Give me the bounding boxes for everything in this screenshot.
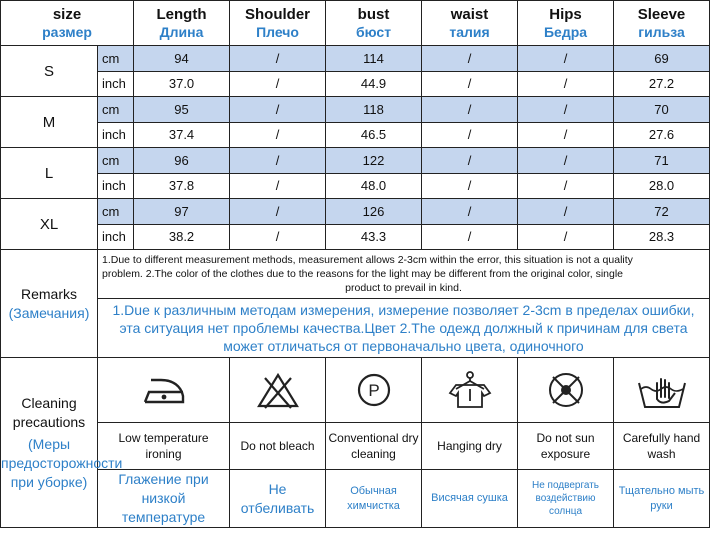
shoulder-value: / — [230, 97, 326, 123]
care-label-en: Carefully hand wash — [614, 423, 710, 470]
waist-value: / — [422, 97, 518, 123]
remarks-label — [1, 250, 98, 358]
hang-dry-icon-cell — [422, 358, 518, 423]
hips-value: / — [518, 46, 614, 72]
table-row — [1, 199, 710, 225]
hips-value: / — [518, 122, 614, 148]
header-length-ru: Длина — [159, 23, 204, 40]
hips-value: / — [518, 224, 614, 250]
header-hips — [518, 1, 614, 46]
length-value: 37.8 — [134, 173, 230, 199]
care-label-ru: Обычная химчистка — [326, 470, 422, 528]
hand-wash-icon-cell — [614, 358, 710, 423]
header-sleeve-en: Sleeve — [637, 5, 686, 23]
cleaning-ru-row — [1, 470, 710, 528]
header-sleeve — [614, 1, 710, 46]
header-row — [1, 1, 710, 46]
waist-value: / — [422, 173, 518, 199]
length-value: 37.4 — [134, 122, 230, 148]
remarks-text-en — [98, 250, 710, 299]
sleeve-value: 28.3 — [614, 224, 710, 250]
waist-value: / — [422, 224, 518, 250]
header-waist-en: waist — [450, 5, 489, 23]
remarks-row-ru — [1, 299, 710, 358]
remarks-label-en: Remarks — [20, 285, 77, 302]
hand-wash-icon — [635, 369, 689, 411]
no-bleach-icon-cell — [230, 358, 326, 423]
remarks-row-en — [1, 250, 710, 299]
table-row — [1, 224, 710, 250]
iron-icon-cell — [98, 358, 230, 423]
remarks-text-ru: 1.Due к различным методам измерения, измерение позволяет 2-3cm в пределах ошибки, эта ситуация нет проблемы качества.Цвет 2.The одежд должный к причинам для света может отличаться от первоначально цвета, одиночного — [98, 299, 710, 358]
sleeve-value: 27.2 — [614, 71, 710, 97]
header-size-ru: размер — [42, 23, 92, 40]
header-bust-en: bust — [357, 5, 390, 23]
care-label-ru: Тщательно мыть руки — [614, 470, 710, 528]
dry-clean-icon-cell — [326, 358, 422, 423]
size-label-m: M — [1, 97, 98, 148]
header-bust-ru: бюст — [355, 23, 392, 40]
care-label-ru: Не отбеливать — [230, 470, 326, 528]
header-size — [1, 1, 134, 46]
header-size-en: size — [52, 5, 82, 23]
shoulder-value: / — [230, 122, 326, 148]
header-bust — [326, 1, 422, 46]
bust-value: 44.9 — [326, 71, 422, 97]
table-row — [1, 97, 710, 123]
dry-clean-letter: P — [367, 381, 380, 400]
size-label-l: L — [1, 148, 98, 199]
cleaning-label-en-1: Cleaning — [21, 394, 77, 411]
hips-value: / — [518, 97, 614, 123]
bust-value: 46.5 — [326, 122, 422, 148]
table-row — [1, 71, 710, 97]
table-row — [1, 173, 710, 199]
care-label-en: Do not bleach — [230, 423, 326, 470]
hips-value: / — [518, 148, 614, 174]
bust-value: 126 — [326, 199, 422, 225]
unit-cell: inch — [98, 122, 134, 148]
header-shoulder — [230, 1, 326, 46]
unit-cell: cm — [98, 148, 134, 174]
length-value: 95 — [134, 97, 230, 123]
shoulder-value: / — [230, 173, 326, 199]
no-sun-icon — [544, 369, 588, 411]
header-length-en: Length — [156, 5, 207, 23]
header-hips-ru: Бедра — [543, 23, 588, 40]
waist-value: / — [422, 122, 518, 148]
hips-value: / — [518, 173, 614, 199]
shoulder-value: / — [230, 224, 326, 250]
unit-cell: cm — [98, 97, 134, 123]
length-value: 37.0 — [134, 71, 230, 97]
bust-value: 118 — [326, 97, 422, 123]
header-shoulder-en: Shoulder — [245, 5, 311, 23]
cleaning-label-ru-3: при уборке) — [10, 473, 88, 490]
hips-value: / — [518, 199, 614, 225]
shoulder-value: / — [230, 148, 326, 174]
unit-cell: inch — [98, 71, 134, 97]
cleaning-label — [1, 358, 123, 528]
dry-clean-icon — [352, 370, 396, 410]
remarks-label-ru: (Замечания) — [8, 304, 90, 321]
bust-value: 43.3 — [326, 224, 422, 250]
waist-value: / — [422, 71, 518, 97]
shoulder-value: / — [230, 199, 326, 225]
waist-value: / — [422, 199, 518, 225]
no-sun-icon-cell — [518, 358, 614, 423]
cleaning-label-ru-2: предосторожности — [1, 454, 123, 471]
sleeve-value: 28.0 — [614, 173, 710, 199]
shoulder-value: / — [230, 46, 326, 72]
no-bleach-icon — [254, 370, 302, 410]
header-waist — [422, 1, 518, 46]
sleeve-value: 72 — [614, 199, 710, 225]
remarks-en-line2: problem. 2.The color of the clothes due to the reasons for the light may be different from the original color, single — [102, 268, 624, 280]
care-label-en: Low temperature ironing — [98, 423, 230, 470]
header-waist-ru: талия — [449, 23, 490, 40]
remarks-en-line3: product to prevail in kind. — [345, 282, 462, 294]
length-value: 96 — [134, 148, 230, 174]
waist-value: / — [422, 46, 518, 72]
header-length — [134, 1, 230, 46]
unit-cell: inch — [98, 224, 134, 250]
sleeve-value: 27.6 — [614, 122, 710, 148]
care-label-ru: Глажение при низкой температуре — [98, 470, 230, 528]
iron-icon — [137, 370, 191, 410]
cleaning-icon-row — [1, 358, 710, 423]
shoulder-value: / — [230, 71, 326, 97]
remarks-en-line1: 1.Due to different measurement methods, measurement allows 2-3cm within the error, this situation is not a quality — [102, 254, 633, 266]
care-label-en: Conventional dry cleaning — [326, 423, 422, 470]
header-sleeve-ru: гильза — [638, 23, 685, 40]
bust-value: 122 — [326, 148, 422, 174]
header-shoulder-ru: Плечо — [256, 23, 299, 40]
care-label-en: Hanging dry — [422, 423, 518, 470]
care-label-ru: Висячая сушка — [422, 470, 518, 528]
size-label-xl: XL — [1, 199, 98, 250]
hang-dry-icon — [446, 369, 494, 411]
size-label-s: S — [1, 46, 98, 97]
table-row — [1, 148, 710, 174]
unit-cell: cm — [98, 199, 134, 225]
bust-value: 48.0 — [326, 173, 422, 199]
unit-cell: cm — [98, 46, 134, 72]
cleaning-label-ru-1: (Меры — [27, 435, 71, 452]
cleaning-label-en-2: precautions — [12, 413, 86, 430]
care-label-ru: Не подвергать воздействию солнца — [518, 470, 614, 528]
sleeve-value: 69 — [614, 46, 710, 72]
table-row — [1, 46, 710, 72]
table-row — [1, 122, 710, 148]
bust-value: 114 — [326, 46, 422, 72]
sleeve-value: 70 — [614, 97, 710, 123]
length-value: 94 — [134, 46, 230, 72]
length-value: 97 — [134, 199, 230, 225]
hips-value: / — [518, 71, 614, 97]
waist-value: / — [422, 148, 518, 174]
care-label-en: Do not sun exposure — [518, 423, 614, 470]
header-hips-en: Hips — [549, 5, 582, 23]
sleeve-value: 71 — [614, 148, 710, 174]
unit-cell: inch — [98, 173, 134, 199]
length-value: 38.2 — [134, 224, 230, 250]
